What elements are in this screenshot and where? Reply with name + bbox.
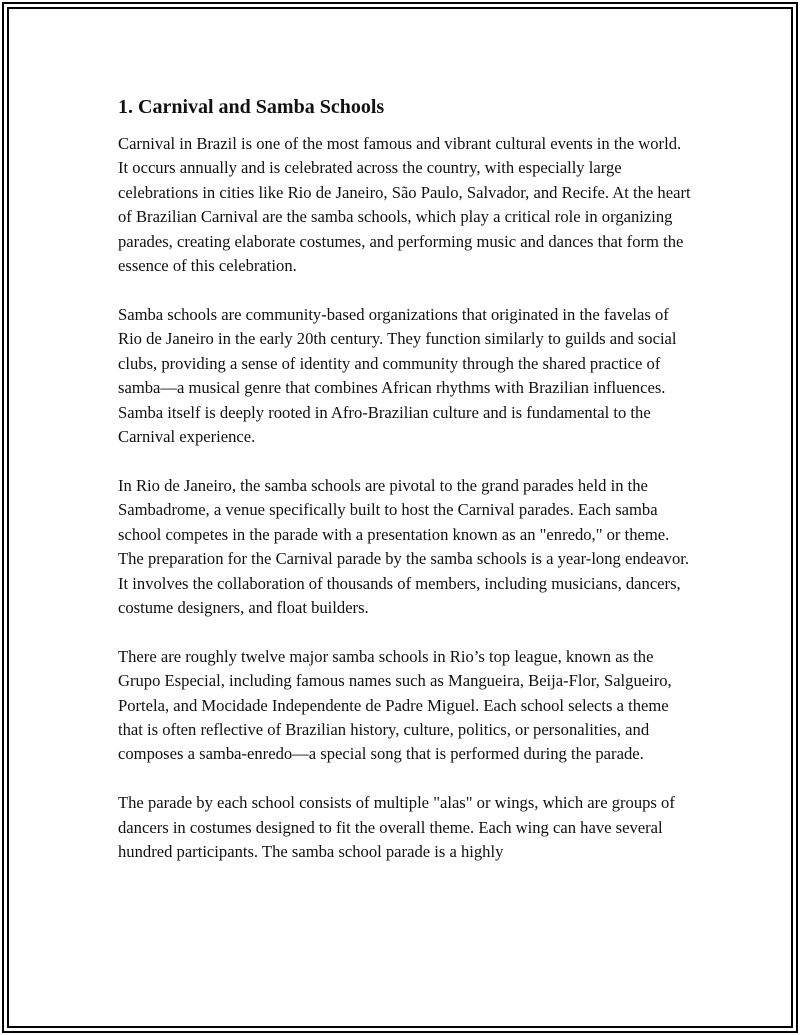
paragraph-3: In Rio de Janeiro, the samba schools are pivotal to the grand parades held in the Sambadrome, a venue specifically built to host the Carnival parades. Each samba school competes in the parade with a presentation known as an "enredo," or theme. The preparation for the Carnival parade by the samba schools is a year-long endeavor. It involves the collaboration of thousands of members, including musicians, dancers, costume designers, and float builders. — [118, 475, 690, 617]
paragraph-1: Carnival in Brazil is one of the most famous and vibrant cultural events in the world. It occurs annually and is celebrated across the country, with especially large celebrations in cities like Rio de Janeiro, São Paulo, Salvador, and Recife. At the heart of Brazilian Carnival are the samba schools, which play a critical role in organizing parades, creating elaborate costumes, and performing music and dances that form the essence of this celebration. — [118, 134, 691, 276]
paragraph-2: Samba schools are community-based organizations that originated in the favelas of Rio de Janeiro in the early 20th century. They function similarly to guilds and social clubs, providing a sense of identity and community through the shared practice of samba—a musical genre that combines African rhythms with Brazilian influences. Samba itself is deeply rooted in Afro-Brazilian culture and is fundamental to the Carnival experience. — [118, 304, 677, 446]
document-body — [118, 94, 693, 889]
section-heading: 1. Carnival and Samba Schools — [118, 96, 385, 118]
paragraph-5: The parade by each school consists of multiple "alas" or wings, which are groups of dancers in costumes designed to fit the overall theme. Each wing can have several hundred participants. The samba school parade is a highly — [118, 793, 675, 862]
paragraph-4: There are roughly twelve major samba schools in Rio’s top league, known as the Grupo Especial, including famous names such as Mangueira, Beija-Flor, Salgueiro, Portela, and Mocidade Independente de Padre Miguel. Each school selects a theme that is often reflective of Brazilian history, culture, politics, or personalities, and composes a samba-enredo—a special song that is performed during the parade. — [118, 646, 672, 764]
